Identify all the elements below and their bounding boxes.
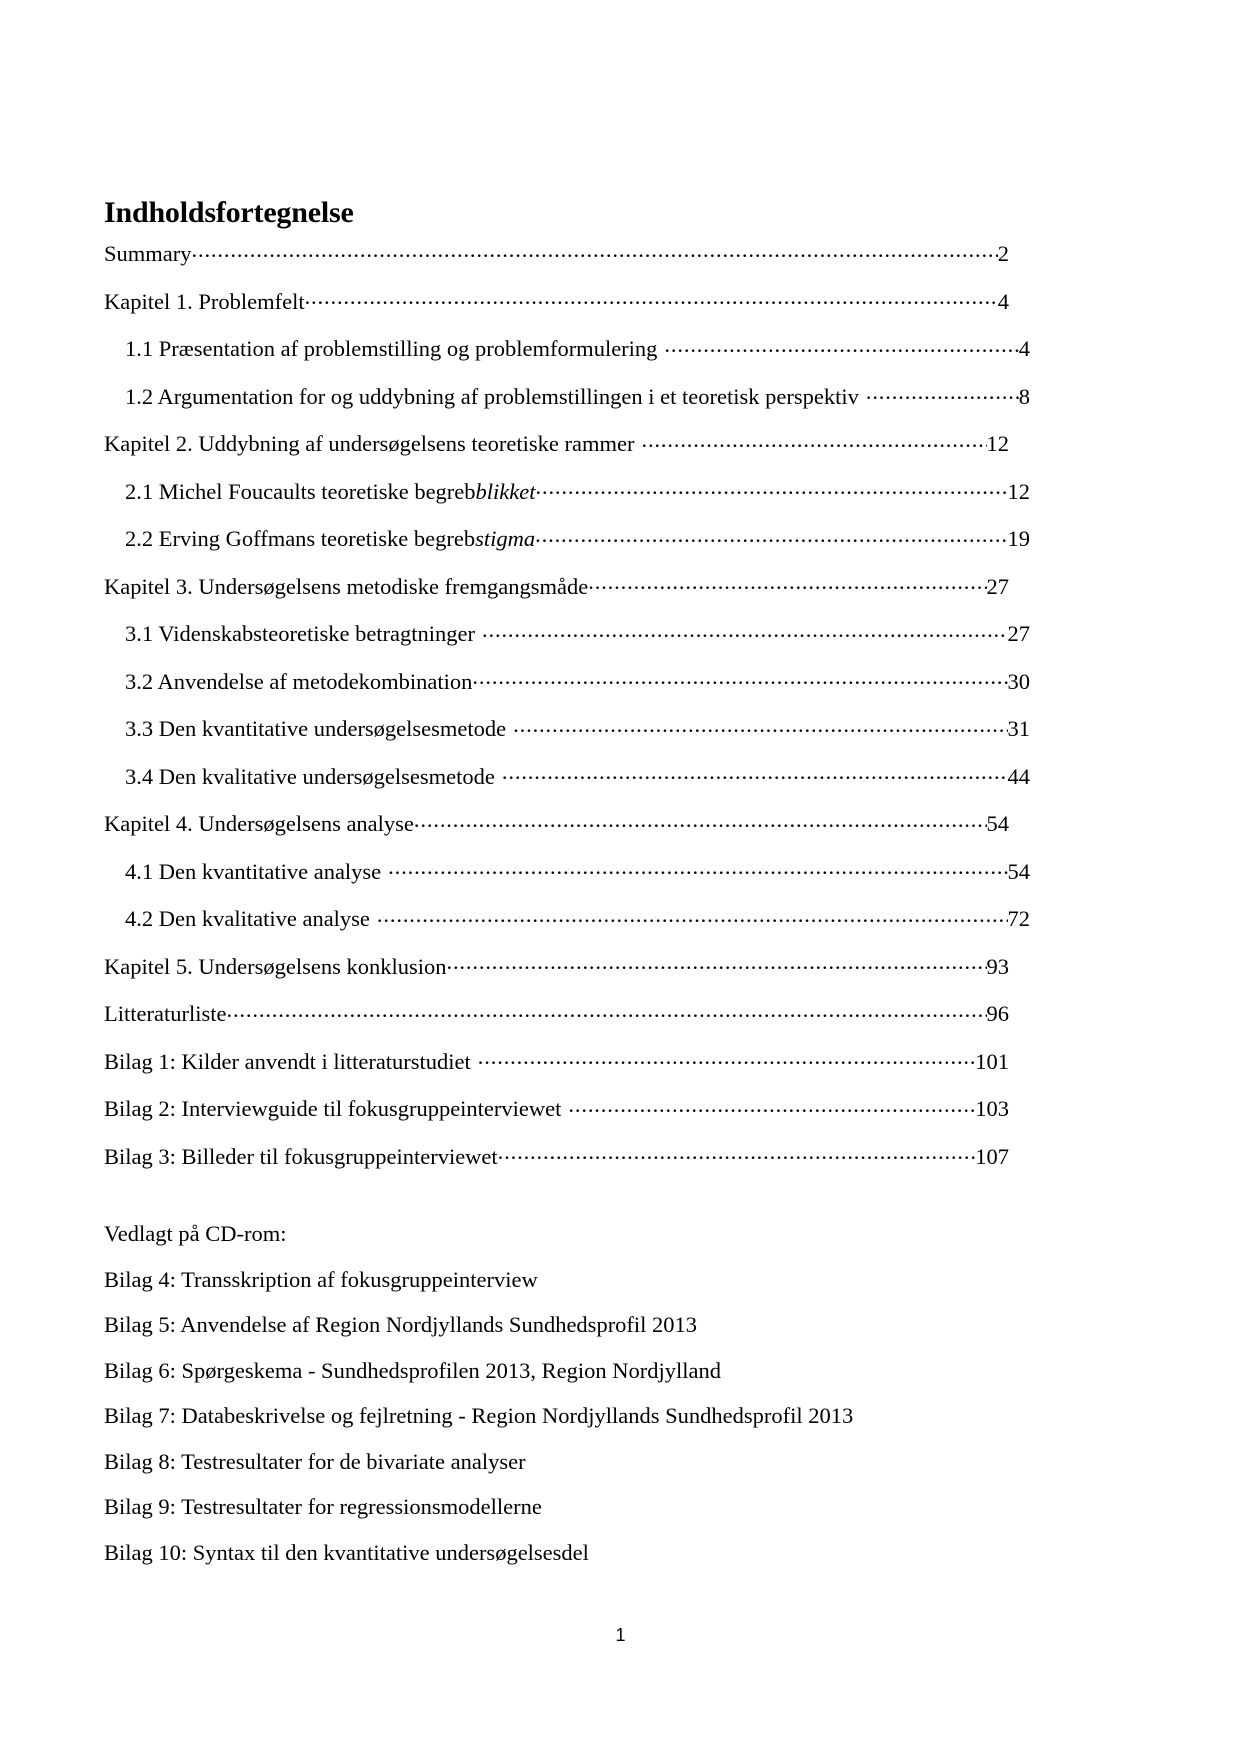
toc-page-number: 8 bbox=[1018, 383, 1030, 409]
toc-entry-label: 2.2 Erving Goffmans teoretiske begreb bbox=[125, 526, 476, 552]
toc-entry[interactable] bbox=[104, 524, 1030, 551]
toc-entry[interactable] bbox=[104, 1094, 1009, 1121]
toc-page-number: 31 bbox=[1007, 716, 1030, 742]
toc-entry-label: 3.3 Den kvantitative undersøgelsesmetode bbox=[125, 716, 507, 742]
toc-entry[interactable] bbox=[104, 1046, 1009, 1073]
toc-page-number: 27 bbox=[986, 573, 1009, 599]
toc-entry[interactable] bbox=[104, 1141, 1009, 1168]
toc-entry-label: 3.4 Den kvalitative undersøgelsesmetode bbox=[125, 763, 495, 789]
dot-leader bbox=[664, 334, 1018, 357]
toc-entry-emphasis: stigma bbox=[475, 526, 536, 552]
cd-rom-item: Bilag 10: Syntax til den kvantitative undersøgelsesdel bbox=[104, 1539, 589, 1565]
dot-leader bbox=[536, 476, 1008, 499]
toc-page-number: 4 bbox=[1018, 336, 1030, 362]
toc-entry-label: Kapitel 3. Undersøgelsens metodiske fremgangsmåde bbox=[104, 573, 589, 599]
table-of-contents bbox=[104, 239, 1030, 1169]
toc-page-number: 103 bbox=[975, 1096, 1009, 1122]
toc-entry-emphasis: blikket bbox=[475, 478, 536, 504]
toc-page-number: 54 bbox=[1007, 858, 1030, 884]
cd-rom-item-list bbox=[104, 1266, 1009, 1565]
dot-leader bbox=[641, 429, 986, 452]
toc-entry[interactable] bbox=[104, 239, 1009, 266]
dot-leader bbox=[513, 714, 1007, 737]
dot-leader bbox=[226, 999, 986, 1022]
cd-rom-item: Bilag 7: Databeskrivelse og fejlretning - Region Nordjyllands Sundhedsprofil 2013 bbox=[104, 1403, 854, 1429]
toc-page-number: 2 bbox=[997, 241, 1009, 267]
toc-entry[interactable] bbox=[104, 381, 1030, 408]
toc-entry[interactable] bbox=[104, 999, 1009, 1026]
toc-entry[interactable] bbox=[104, 334, 1030, 361]
toc-entry-label: 3.1 Videnskabsteoretiske betragtninger bbox=[125, 621, 476, 647]
toc-entry[interactable] bbox=[104, 761, 1030, 788]
toc-entry[interactable] bbox=[104, 429, 1009, 456]
toc-entry-label: Kapitel 2. Uddybning af undersøgelsens teoretiske rammer bbox=[104, 431, 635, 457]
dot-leader bbox=[535, 524, 1007, 547]
toc-page-number: 19 bbox=[1007, 526, 1030, 552]
toc-entry-label: 4.2 Den kvalitative analyse bbox=[125, 906, 370, 932]
toc-entry-label: Bilag 1: Kilder anvendt i litteraturstudiet bbox=[104, 1048, 471, 1074]
dot-leader bbox=[502, 761, 1008, 784]
toc-entry-label: Kapitel 5. Undersøgelsens konklusion bbox=[104, 953, 447, 979]
dot-leader bbox=[472, 666, 1007, 689]
cd-rom-heading: Vedlagt på CD-rom: bbox=[104, 1221, 287, 1247]
dot-leader bbox=[482, 619, 1007, 642]
toc-entry[interactable] bbox=[104, 286, 1009, 313]
toc-entry-label: 2.1 Michel Foucaults teoretiske begreb bbox=[125, 478, 476, 504]
toc-entry-label: 4.1 Den kvantitative analyse bbox=[125, 858, 382, 884]
toc-entry-label: Summary bbox=[104, 241, 192, 267]
dot-leader bbox=[498, 1141, 976, 1164]
toc-entry-label: Kapitel 1. Problemfelt bbox=[104, 288, 305, 314]
dot-leader bbox=[192, 239, 998, 262]
page-title: Indholdsfortegnelse bbox=[104, 196, 354, 229]
toc-page-number: 72 bbox=[1007, 906, 1030, 932]
toc-entry[interactable] bbox=[104, 951, 1009, 978]
page-number-footer: 1 bbox=[615, 1625, 626, 1645]
toc-page-number: 54 bbox=[986, 811, 1009, 837]
cd-rom-item: Bilag 4: Transskription af fokusgruppeinterview bbox=[104, 1266, 538, 1292]
toc-page-number: 96 bbox=[986, 1001, 1009, 1027]
toc-entry[interactable] bbox=[104, 714, 1030, 741]
toc-page-number: 4 bbox=[997, 288, 1009, 314]
toc-entry[interactable] bbox=[104, 856, 1030, 883]
toc-entry-label: Kapitel 4. Undersøgelsens analyse bbox=[104, 811, 414, 837]
toc-page-number: 101 bbox=[975, 1048, 1009, 1074]
dot-leader bbox=[446, 951, 986, 974]
dot-leader bbox=[588, 571, 986, 594]
toc-entry[interactable] bbox=[104, 904, 1030, 931]
toc-entry-label: 3.2 Anvendelse af metodekombination bbox=[125, 668, 473, 694]
cd-rom-attachments bbox=[104, 1223, 1009, 1564]
toc-entry-label: Bilag 2: Interviewguide til fokusgruppeinterviewet bbox=[104, 1096, 562, 1122]
toc-entry[interactable] bbox=[104, 809, 1009, 836]
toc-entry-label: 1.1 Præsentation af problemstilling og problemformulering bbox=[125, 336, 658, 362]
cd-rom-item: Bilag 9: Testresultater for regressionsmodellerne bbox=[104, 1494, 542, 1520]
toc-page-number: 93 bbox=[986, 953, 1009, 979]
toc-entry[interactable] bbox=[104, 619, 1030, 646]
dot-leader bbox=[414, 809, 987, 832]
dot-leader bbox=[866, 381, 1019, 404]
dot-leader bbox=[388, 856, 1007, 879]
dot-leader bbox=[305, 286, 998, 309]
dot-leader bbox=[377, 904, 1008, 927]
toc-page-number: 27 bbox=[1007, 621, 1030, 647]
toc-page-number: 44 bbox=[1007, 763, 1030, 789]
toc-entry-label: Litteraturliste bbox=[104, 1001, 227, 1027]
cd-rom-item: Bilag 6: Spørgeskema - Sundhedsprofilen 2013, Region Nordjylland bbox=[104, 1357, 722, 1383]
cd-rom-item: Bilag 5: Anvendelse af Region Nordjyllands Sundhedsprofil 2013 bbox=[104, 1312, 698, 1338]
toc-entry-label: Bilag 3: Billeder til fokusgruppeinterviewet bbox=[104, 1143, 498, 1169]
toc-page-number: 107 bbox=[975, 1143, 1009, 1169]
toc-page-number: 12 bbox=[986, 431, 1009, 457]
toc-entry[interactable] bbox=[104, 476, 1030, 503]
toc-entry[interactable] bbox=[104, 666, 1030, 693]
toc-content bbox=[104, 196, 1030, 1587]
toc-entry-label: 1.2 Argumentation for og uddybning af problemstillingen i et teoretisk perspektiv bbox=[125, 383, 859, 409]
dot-leader bbox=[568, 1094, 975, 1117]
toc-page-number: 30 bbox=[1007, 668, 1030, 694]
dot-leader bbox=[478, 1046, 975, 1069]
toc-page-number: 12 bbox=[1007, 478, 1030, 504]
cd-rom-item: Bilag 8: Testresultater for de bivariate analyser bbox=[104, 1448, 526, 1474]
toc-entry[interactable] bbox=[104, 571, 1009, 598]
